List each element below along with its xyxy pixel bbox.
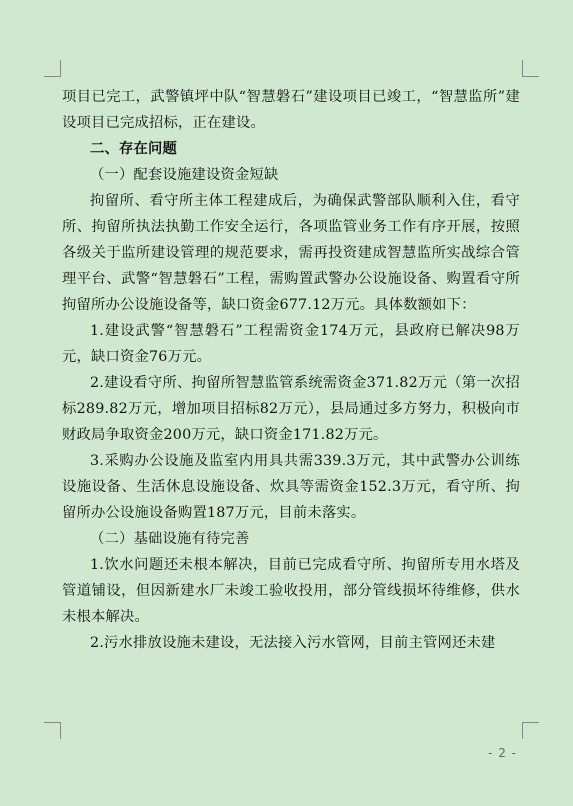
list-item: 2.污水排放设施未建设，无法接入污水管网，目前主管网还未建 [90, 635, 496, 651]
document-body [62, 84, 520, 656]
list-item: 2.建设看守所、拘留所智慧监管系统需资金371.82万元（第一次招标289.82万元，增加项目招标82万元），县局通过多方努力，积极向市财政局争取资金200万元，缺口资金171.82万元。 [62, 375, 520, 443]
crop-mark-bottom-left [44, 722, 61, 739]
subsection-heading: （一）配套设施建设资金短缺 [90, 167, 279, 183]
list-item: 3.采购办公设施及监室内用具共需339.3万元，其中武警办公训练设施设备、生活休息设施设备、炊具等需资金152.3万元，看守所、拘留所办公设施设备购置187万元，目前未落实。 [62, 453, 520, 521]
subsection-heading: （二）基础设施有待完善 [90, 531, 250, 547]
paragraph-continued: 项目已完工，武警镇坪中队“智慧磐石”建设项目已竣工，“智慧监所”建设项目已完成招标，正在建设。 [62, 89, 520, 131]
page-number: - 2 - [488, 746, 517, 760]
list-item: 1.饮水问题还未根本解决，目前已完成看守所、拘留所专用水塔及管道铺设，但因新建水厂未竣工验收投用，部分管线损坏待维修，供水未根本解决。 [62, 557, 520, 625]
section-heading: 二、存在问题 [90, 141, 177, 157]
list-item: 1.建设武警“智慧磐石”工程需资金174万元，县政府已解决98万元，缺口资金76万元。 [62, 323, 520, 365]
crop-mark-top-left [44, 60, 61, 77]
crop-mark-top-right [522, 60, 539, 77]
paragraph: 拘留所、看守所主体工程建成后，为确保武警部队顺利入住，看守所、拘留所执法执勤工作安全运行，各项监管业务工作有序开展，按照各级关于监所建设管理的规范要求，需再投资建成智慧监所实战综合管理平台、武警“智慧磐石”工程，需购置武警办公设施设备、购置看守所拘留所办公设施设备等，缺口资金677.12万元。具体数额如下： [62, 193, 520, 313]
crop-mark-bottom-right [522, 722, 539, 739]
